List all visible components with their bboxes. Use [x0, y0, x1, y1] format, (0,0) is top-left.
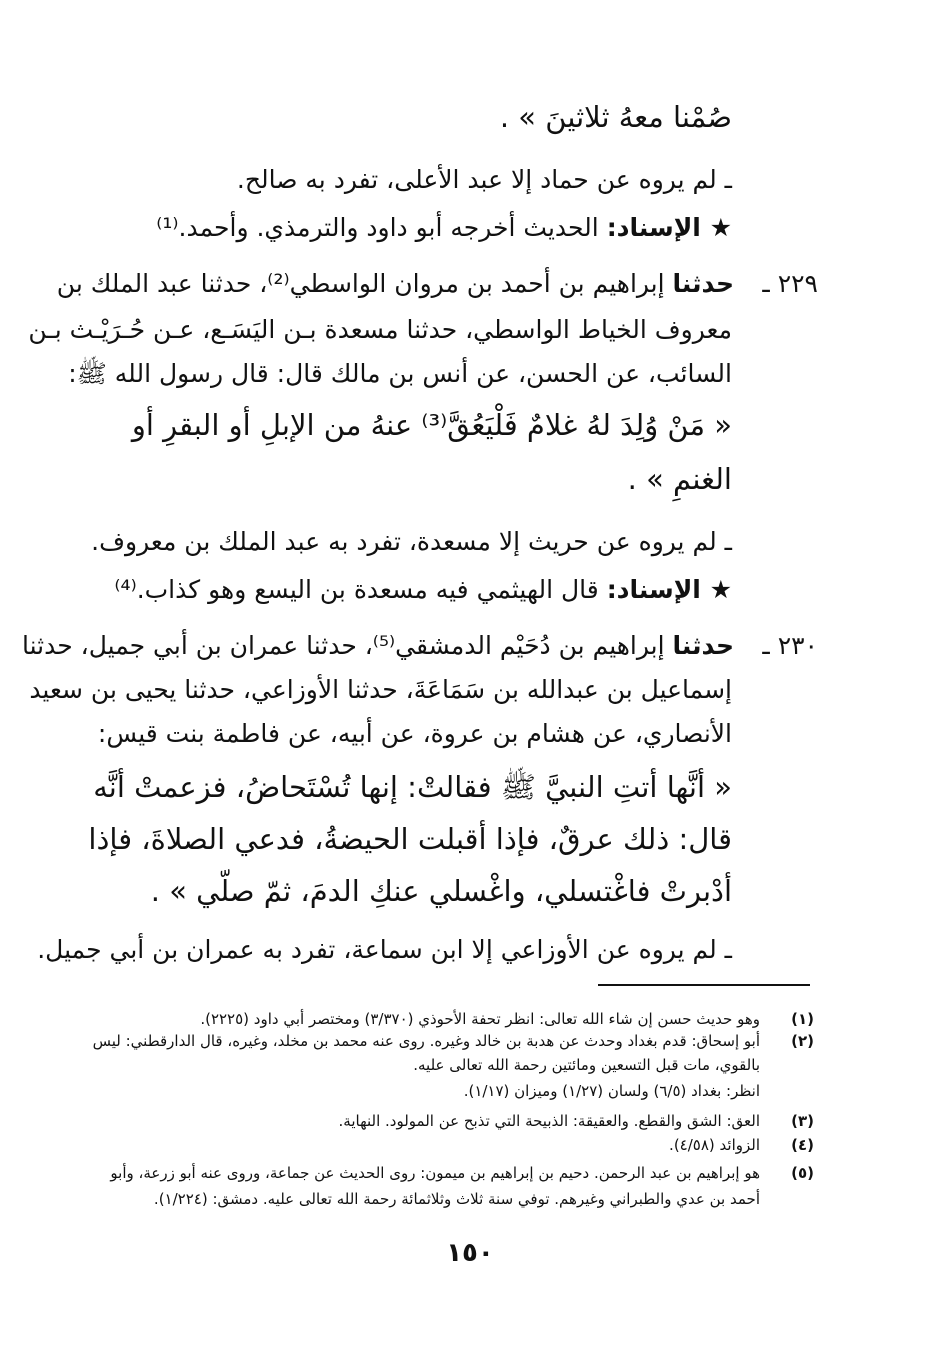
text-line: صُمْنا معهُ ثلاثينَ » . — [499, 100, 732, 134]
footnote-number: (٢) — [791, 1032, 814, 1050]
footnote-text: وهو حديث حسن إن شاء الله تعالى: انظر تحفة الأحوذي (٣/٣٧٠) ومختصر أبي داود (٢٢٢٥). — [200, 1010, 760, 1028]
footnote-number: (٤) — [791, 1136, 814, 1154]
footnote-text: انظر: بغداد (٦/٥) ولسان (١/٢٧) وميزان (١/١٧). — [463, 1082, 760, 1100]
text-line: إسماعيل بن عبدالله بن سَمَاعَةَ، حدثنا الأوزاعي، حدثنا يحيى بن سعيد — [29, 675, 732, 704]
haddathana-label: حدثنا — [672, 269, 734, 298]
isnad-line — [114, 570, 732, 610]
isnad-label: ★ الإسناد: — [606, 213, 732, 242]
hadith-number: ٢٣٠ ـ — [762, 631, 818, 660]
text-line — [57, 264, 734, 304]
text-line — [22, 626, 734, 666]
footnote-text: هو إبراهيم بن عبد الرحمن. دحيم بن إبراهيم بن ميمون: روى الحديث عن جماعة، وروى عنه أبو زرعة، وأبو — [110, 1164, 760, 1182]
footnote-number: (٣) — [791, 1112, 814, 1130]
hadith-matn: الغنمِ » . — [627, 462, 732, 496]
footnote-number: (٥) — [791, 1164, 814, 1182]
footnote-text: العق: الشق والقطع. والعقيقة: الذبيحة التي تذبح عن المولود. النهاية. — [338, 1112, 760, 1130]
isnad-line — [156, 208, 732, 248]
isnad-text: الحديث أخرجه أبو داود والترمذي. وأحمد.⁽¹⁾ — [156, 213, 599, 242]
footnote-text: الزوائد (٤/٥٨). — [669, 1136, 760, 1154]
chain-text: إبراهيم بن دُحَيْم الدمشقي⁽⁵⁾، حدثنا عمران بن أبي جميل، حدثنا — [22, 631, 665, 660]
text-line: معروف الخياط الواسطي، حدثنا مسعدة بـن اليَسَـع، عـن حُـرَيْـث بـن — [28, 315, 732, 344]
isnad-text: قال الهيثمي فيه مسعدة بن اليسع وهو كذاب.⁽⁴⁾ — [114, 575, 599, 604]
haddathana-label: حدثنا — [672, 631, 734, 660]
text-line: الأنصاري، عن هشام بن عروة، عن أبيه، عن فاطمة بنت قيس: — [97, 719, 732, 748]
hadith-number: ٢٢٩ ـ — [762, 269, 818, 298]
isnad-label: ★ الإسناد: — [606, 575, 732, 604]
footnote-text: أحمد بن عدي والطبراني وغيرهم. توفي سنة ثلاث وثلاثمائة رحمة الله تعالى عليه. دمشق: (١/٢٢٤). — [153, 1190, 760, 1208]
text-line: ـ لم يروه عن حماد إلا عبد الأعلى، تفرد به صالح. — [236, 165, 732, 194]
chain-text: إبراهيم بن أحمد بن مروان الواسطي⁽²⁾، حدثنا عبد الملك بن — [56, 269, 665, 298]
footnote-text: بالقوي، مات قبل التسعين ومائتين رحمة الله تعالى عليه. — [413, 1056, 760, 1074]
hadith-matn: « أنَّها أتتِ النبيَّ ﷺ فقالتْ: إنها تُسْتَحاضُ، فزعمتْ أنَّه — [93, 770, 732, 804]
page-number: ١٥٠ — [446, 1238, 494, 1268]
text-line: ـ لم يروه عن الأوزاعي إلا ابن سماعة، تفرد به عمران بن أبي جميل. — [37, 935, 732, 964]
footnote-number: (١) — [791, 1010, 814, 1028]
footnote-text: أبو إسحاق: قدم بغداد وحدث عن هدبة بن خالد وغيره. روى عنه محمد بن مخلد، وغيره، قال الدارقطني: ليس — [92, 1032, 760, 1050]
hadith-matn: أدْبرتْ فاغْتسلي، واغْسلي عنكِ الدمَ، ثمّ صلّي » . — [150, 874, 732, 908]
text-line: السائب، عن الحسن، عن أنس بن مالك قال: قال رسول الله ﷺ: — [68, 359, 732, 388]
text-line: ـ لم يروه عن حريث إلا مسعدة، تفرد به عبد الملك بن معروف. — [91, 527, 732, 556]
hadith-matn: « مَنْ وُلِدَ لهُ غلامٌ فَلْيَعُقَّ⁽³⁾ عنهُ من الإبلِ أو البقرِ أو — [131, 408, 732, 442]
footnote-separator — [598, 984, 810, 986]
hadith-matn: قال: ذلك عرقٌ، فإذا أقبلت الحيضةُ، فدعي الصلاةَ، فإذا — [88, 822, 732, 856]
